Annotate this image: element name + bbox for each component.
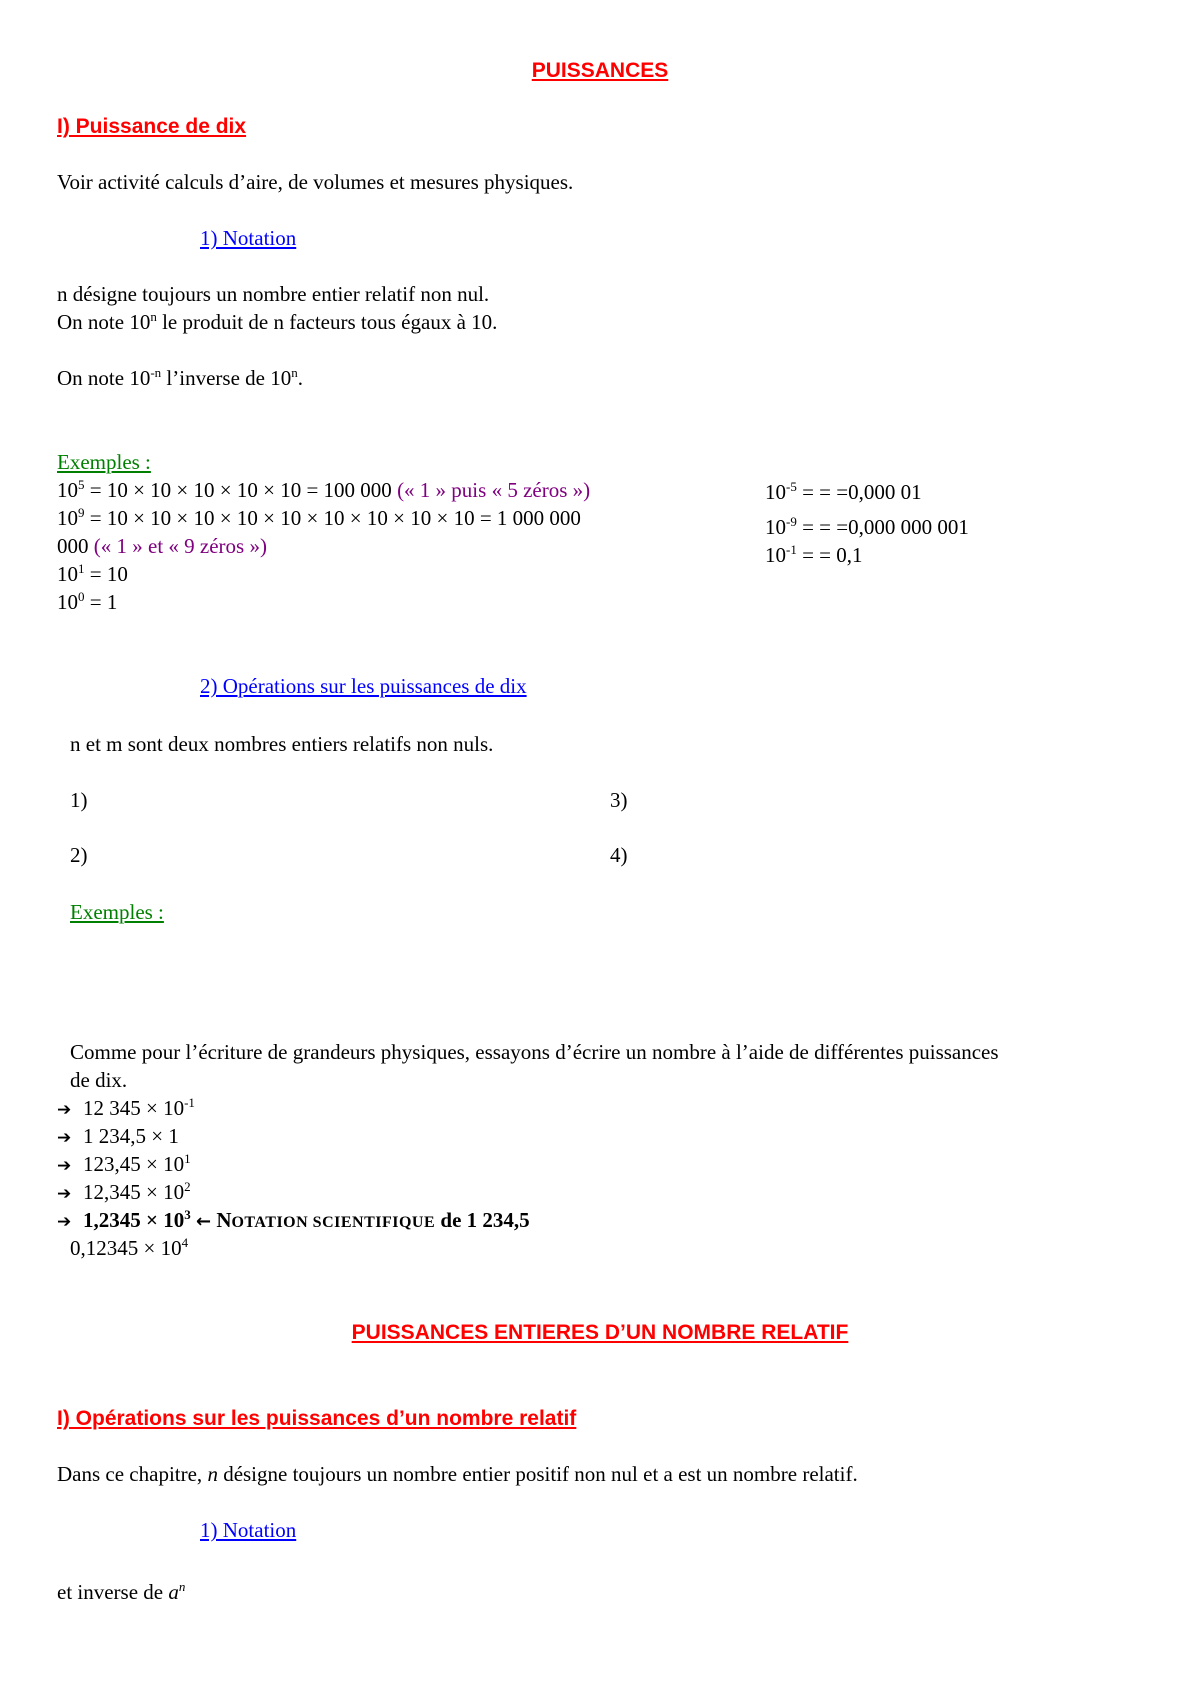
arrow-right-icon: ➔	[57, 1184, 72, 1204]
arrow-right-icon: ➔	[57, 1212, 72, 1232]
example-right-line: $10^{-5}$ = = =0,000 01	[765, 479, 922, 504]
writing-line: ➔ $12,345 \times 10^2$	[57, 1179, 191, 1204]
section-heading: I) Opérations sur les puissances d’un nombre relatif	[57, 1407, 577, 1430]
operation-item: 1)	[70, 788, 88, 812]
intro-text: Dans ce chapitre, n désigne toujours un nombre entier positif non nul et a est un nombre relatif.	[57, 1462, 858, 1486]
operations-intro: n et m sont deux nombres entiers relatifs non nuls.	[70, 732, 494, 756]
notation-line: n désigne toujours un nombre entier relatif non nul.	[57, 282, 490, 306]
intro-text: Voir activité calculs d’aire, de volumes et mesures physiques.	[57, 170, 574, 194]
writing-line: ➔ 1 234,5 × 1	[57, 1124, 179, 1148]
example-line: 000 (« 1 » et « 9 zéros »)	[57, 534, 267, 558]
example-line: $10^5 = 10 \times 10 \times 10 \times 10 \times 10 = 100$ 000 (« 1 » puis « 5 zéros »)	[57, 477, 591, 502]
page-title: PUISSANCES	[531, 59, 669, 82]
examples-label: Exemples :	[70, 900, 164, 924]
example-right-line: $10^{-1}$ = = 0,1	[765, 542, 863, 567]
arrow-right-icon: ➔	[57, 1128, 72, 1148]
notation-line: On note $10^{-n}$ l’inverse de 10$^n$.	[57, 365, 303, 390]
subheading-notation[interactable]: 1) Notation	[200, 1518, 297, 1542]
notation-line: On note 10$^n$ le produit de n facteurs tous égaux à 10.	[57, 309, 498, 334]
writing-line: $0,12345 \times 10^4$	[70, 1235, 189, 1260]
operation-item: 4)	[610, 843, 628, 867]
examples-label: Exemples :	[57, 450, 151, 474]
example-line: $10^1 = 10$	[57, 561, 128, 586]
arrow-right-icon: ➔	[57, 1156, 72, 1176]
example-line: $10^0 = 1$	[57, 589, 118, 614]
writing-line-scientific: ➔ $1,2345 \times 10^3$ ← NOTATION SCIENTIFIQUE de 1 234,5	[57, 1207, 530, 1232]
example-line: $10^9 = 10 \times 10 \times 10 \times 10 \times 10 \times 10 \times 10 \times 10 \times 10 = 1$ 000 000	[57, 505, 581, 530]
section-title: PUISSANCES ENTIERES D’UN NOMBRE RELATIF	[351, 1321, 849, 1344]
operation-item: 2)	[70, 843, 88, 867]
section-heading: I) Puissance de dix	[57, 115, 247, 138]
writing-line: ➔ 12 $345 \times 10^{-1}$	[57, 1095, 195, 1120]
example-right-line: $10^{-9}$ = = =0,000 000 001	[765, 514, 969, 539]
arrow-right-icon: ➔	[57, 1100, 72, 1120]
writing-intro: de dix.	[70, 1068, 128, 1092]
writing-line: ➔ $123,45 \times 10^1$	[57, 1151, 191, 1176]
writing-intro: Comme pour l’écriture de grandeurs physiques, essayons d’écrire un nombre à l’aide de différentes puissances	[70, 1040, 999, 1064]
operation-item: 3)	[610, 788, 628, 812]
inverse-text: et inverse de $a^n$	[57, 1579, 186, 1604]
arrow-left-icon: ←	[195, 1211, 212, 1232]
subheading-notation[interactable]: 1) Notation	[200, 226, 297, 250]
subheading-operations[interactable]: 2) Opérations sur les puissances de dix	[200, 674, 527, 698]
